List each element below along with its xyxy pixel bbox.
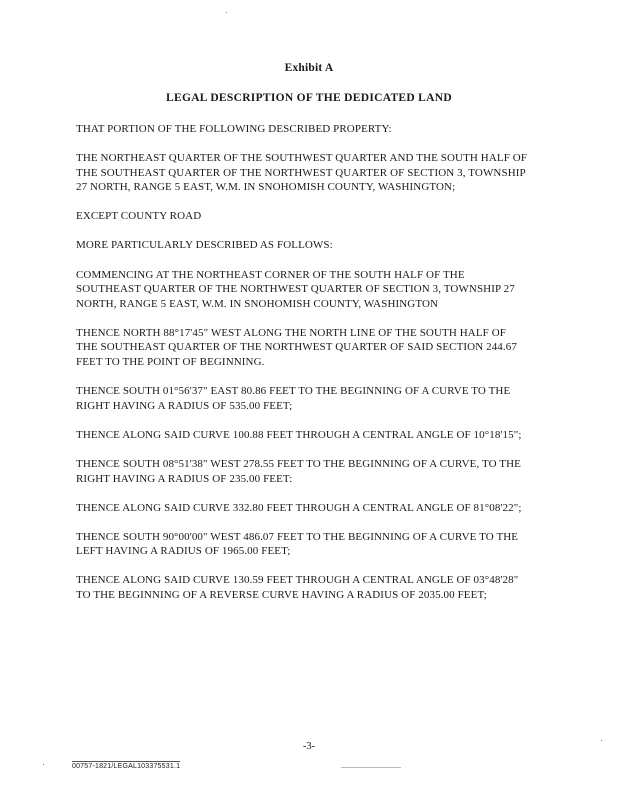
exhibit-label: Exhibit A	[284, 62, 334, 74]
document-title: LEGAL DESCRIPTION OF THE DEDICATED LAND	[166, 92, 452, 104]
paragraph: THENCE ALONG SAID CURVE 130.59 FEET THROUGH A CENTRAL ANGLE OF 03°48'28" TO THE BEGINNING OF A REVERSE CURVE HAVING A RADIUS OF 2035.00 FEET;	[76, 574, 519, 601]
scan-speck	[601, 740, 602, 741]
paragraph: THENCE SOUTH 01°56'37" EAST 80.86 FEET TO THE BEGINNING OF A CURVE TO THE RIGHT HAVING A RADIUS OF 535.00 FEET;	[76, 385, 511, 412]
paragraph: THENCE NORTH 88°17'45" WEST ALONG THE NORTH LINE OF THE SOUTH HALF OF THE SOUTHEAST QUARTER OF THE NORTHWEST QUARTER OF SAID SECTION 244.67 FEET TO THE POINT OF BEGINNING.	[76, 326, 517, 369]
paragraph: THENCE ALONG SAID CURVE 332.80 FEET THROUGH A CENTRAL ANGLE OF 81°08'22";	[76, 501, 522, 514]
paragraph: THE NORTHEAST QUARTER OF THE SOUTHWEST QUARTER AND THE SOUTH HALF OF THE SOUTHEAST QUARTER OF THE NORTHWEST QUARTER OF SECTION 3, TOWNSHIP 27 NORTH, RANGE 5 EAST, W.M. IN SNOHOMISH COUNTY, WASHINGTON;	[76, 152, 528, 194]
footer-document-code: 00757-1821/LEGAL103375531.1	[72, 763, 181, 770]
paragraph: THENCE ALONG SAID CURVE 100.88 FEET THROUGH A CENTRAL ANGLE OF 10°18'15";	[76, 428, 522, 441]
paragraph: THENCE SOUTH 08°51'38" WEST 278.55 FEET TO THE BEGINNING OF A CURVE, TO THE RIGHT HAVING A RADIUS OF 235.00 FEET:	[76, 457, 521, 485]
paragraph: COMMENCING AT THE NORTHEAST CORNER OF THE SOUTH HALF OF THE SOUTHEAST QUARTER OF THE NORTHWEST QUARTER OF SECTION 3, TOWNSHIP 27 NORTH, RANGE 5 EAST, W.M. IN SNOHOMISH COUNTY, WASHINGTON	[76, 268, 515, 310]
scan-speck	[43, 764, 44, 765]
page-number: -3-	[302, 741, 316, 752]
scan-speck	[341, 767, 401, 768]
legal-description-body	[76, 122, 528, 617]
scan-speck	[226, 12, 227, 13]
paragraph: MORE PARTICULARLY DESCRIBED AS FOLLOWS:	[76, 239, 333, 252]
paragraph: THENCE SOUTH 90°00'00" WEST 486.07 FEET TO THE BEGINNING OF A CURVE TO THE LEFT HAVING A RADIUS OF 1965.00 FEET;	[76, 530, 519, 558]
paragraph: THAT PORTION OF THE FOLLOWING DESCRIBED PROPERTY:	[76, 123, 392, 135]
paragraph: EXCEPT COUNTY ROAD	[76, 210, 202, 223]
